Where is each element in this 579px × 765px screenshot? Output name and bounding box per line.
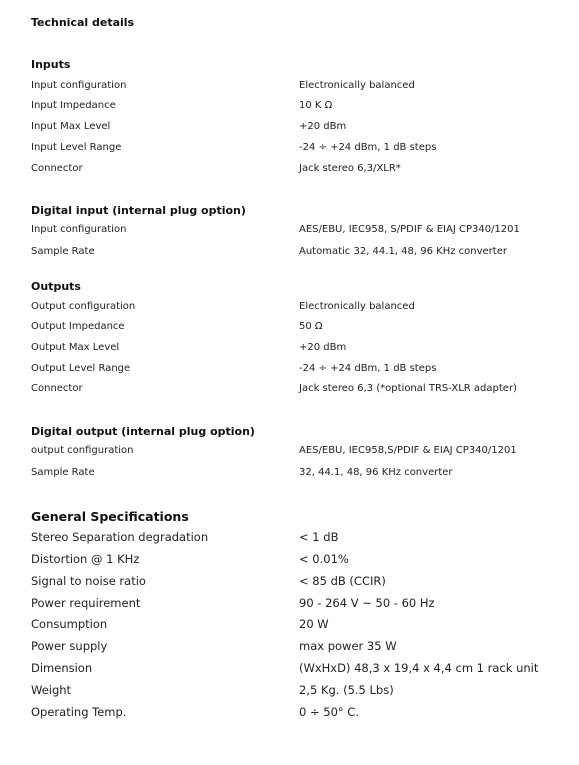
spec-value: < 1 dB	[299, 530, 339, 544]
spec-row	[0, 617, 579, 635]
section-heading-digital-input: Digital input (internal plug option)	[31, 204, 246, 217]
spec-value: < 0.01%	[299, 552, 349, 566]
spec-value: (WxHxD) 48,3 x 19,4 x 4,4 cm 1 rack unit	[299, 661, 539, 675]
spec-label: Input Max Level	[31, 121, 111, 132]
spec-value: 90 - 264 V ~ 50 - 60 Hz	[299, 596, 435, 610]
spec-label: Connector	[31, 163, 83, 174]
spec-value: +20 dBm	[299, 342, 347, 353]
spec-value: -24 ÷ +24 dBm, 1 dB steps	[299, 142, 437, 153]
spec-label: Sample Rate	[31, 467, 95, 478]
page-title: Technical details	[31, 16, 135, 29]
spec-value: 0 ÷ 50° C.	[299, 705, 359, 719]
spec-label: Power requirement	[31, 596, 141, 610]
spec-label: Output Level Range	[31, 363, 131, 374]
spec-label: Consumption	[31, 617, 108, 631]
spec-label: Output configuration	[31, 301, 136, 312]
spec-row	[0, 552, 579, 570]
spec-label: Signal to noise ratio	[31, 574, 146, 588]
spec-value: 32, 44.1, 48, 96 KHz converter	[299, 467, 453, 478]
spec-value: 50 Ω	[299, 321, 323, 332]
spec-value: 10 K Ω	[299, 100, 333, 111]
spec-row	[0, 363, 579, 379]
spec-label: Sample Rate	[31, 246, 95, 257]
spec-row	[0, 467, 579, 483]
spec-row	[0, 163, 579, 179]
spec-label: Power supply	[31, 639, 108, 653]
spec-row	[0, 80, 579, 96]
spec-row	[0, 301, 579, 317]
spec-value: Automatic 32, 44.1, 48, 96 KHz converter	[299, 246, 507, 257]
spec-row	[0, 121, 579, 137]
spec-label: Connector	[31, 383, 83, 394]
spec-value: max power 35 W	[299, 639, 397, 653]
spec-row	[0, 445, 579, 461]
spec-row	[0, 705, 579, 723]
spec-label: Dimension	[31, 661, 93, 675]
spec-label: Input configuration	[31, 80, 127, 91]
spec-row	[0, 321, 579, 337]
spec-label: Input Impedance	[31, 100, 116, 111]
spec-label: Input Level Range	[31, 142, 122, 153]
spec-value: Electronically balanced	[299, 301, 415, 312]
spec-label: Weight	[31, 683, 72, 697]
spec-label: output configuration	[31, 445, 134, 456]
spec-row	[0, 246, 579, 262]
spec-label: Output Impedance	[31, 321, 125, 332]
spec-row	[0, 574, 579, 592]
spec-value: -24 ÷ +24 dBm, 1 dB steps	[299, 363, 437, 374]
spec-value: Jack stereo 6,3 (*optional TRS-XLR adapter)	[299, 383, 517, 394]
spec-label: Distortion @ 1 KHz	[31, 552, 140, 566]
spec-row	[0, 224, 579, 240]
spec-row	[0, 661, 579, 679]
spec-row	[0, 639, 579, 657]
spec-value: < 85 dB (CCIR)	[299, 574, 386, 588]
spec-value: Jack stereo 6,3/XLR*	[299, 163, 401, 174]
spec-value: +20 dBm	[299, 121, 347, 132]
section-heading-inputs: Inputs	[31, 58, 71, 71]
spec-row	[0, 142, 579, 158]
spec-row	[0, 100, 579, 116]
spec-value: 20 W	[299, 617, 329, 631]
spec-label: Output Max Level	[31, 342, 120, 353]
section-heading-general-specifications: General Specifications	[31, 509, 189, 524]
spec-value: AES/EBU, IEC958,S/PDIF & EIAJ CP340/1201	[299, 445, 517, 456]
spec-row	[0, 342, 579, 358]
spec-row	[0, 596, 579, 614]
spec-label: Input configuration	[31, 224, 127, 235]
spec-label: Operating Temp.	[31, 705, 127, 719]
spec-row	[0, 683, 579, 701]
spec-row	[0, 530, 579, 548]
spec-label: Stereo Separation degradation	[31, 530, 209, 544]
section-heading-digital-output: Digital output (internal plug option)	[31, 425, 255, 438]
spec-row	[0, 383, 579, 399]
spec-value: 2,5 Kg. (5.5 Lbs)	[299, 683, 394, 697]
spec-value: Electronically balanced	[299, 80, 415, 91]
section-heading-outputs: Outputs	[31, 280, 81, 293]
spec-value: AES/EBU, IEC958, S/PDIF & EIAJ CP340/1201	[299, 224, 520, 235]
